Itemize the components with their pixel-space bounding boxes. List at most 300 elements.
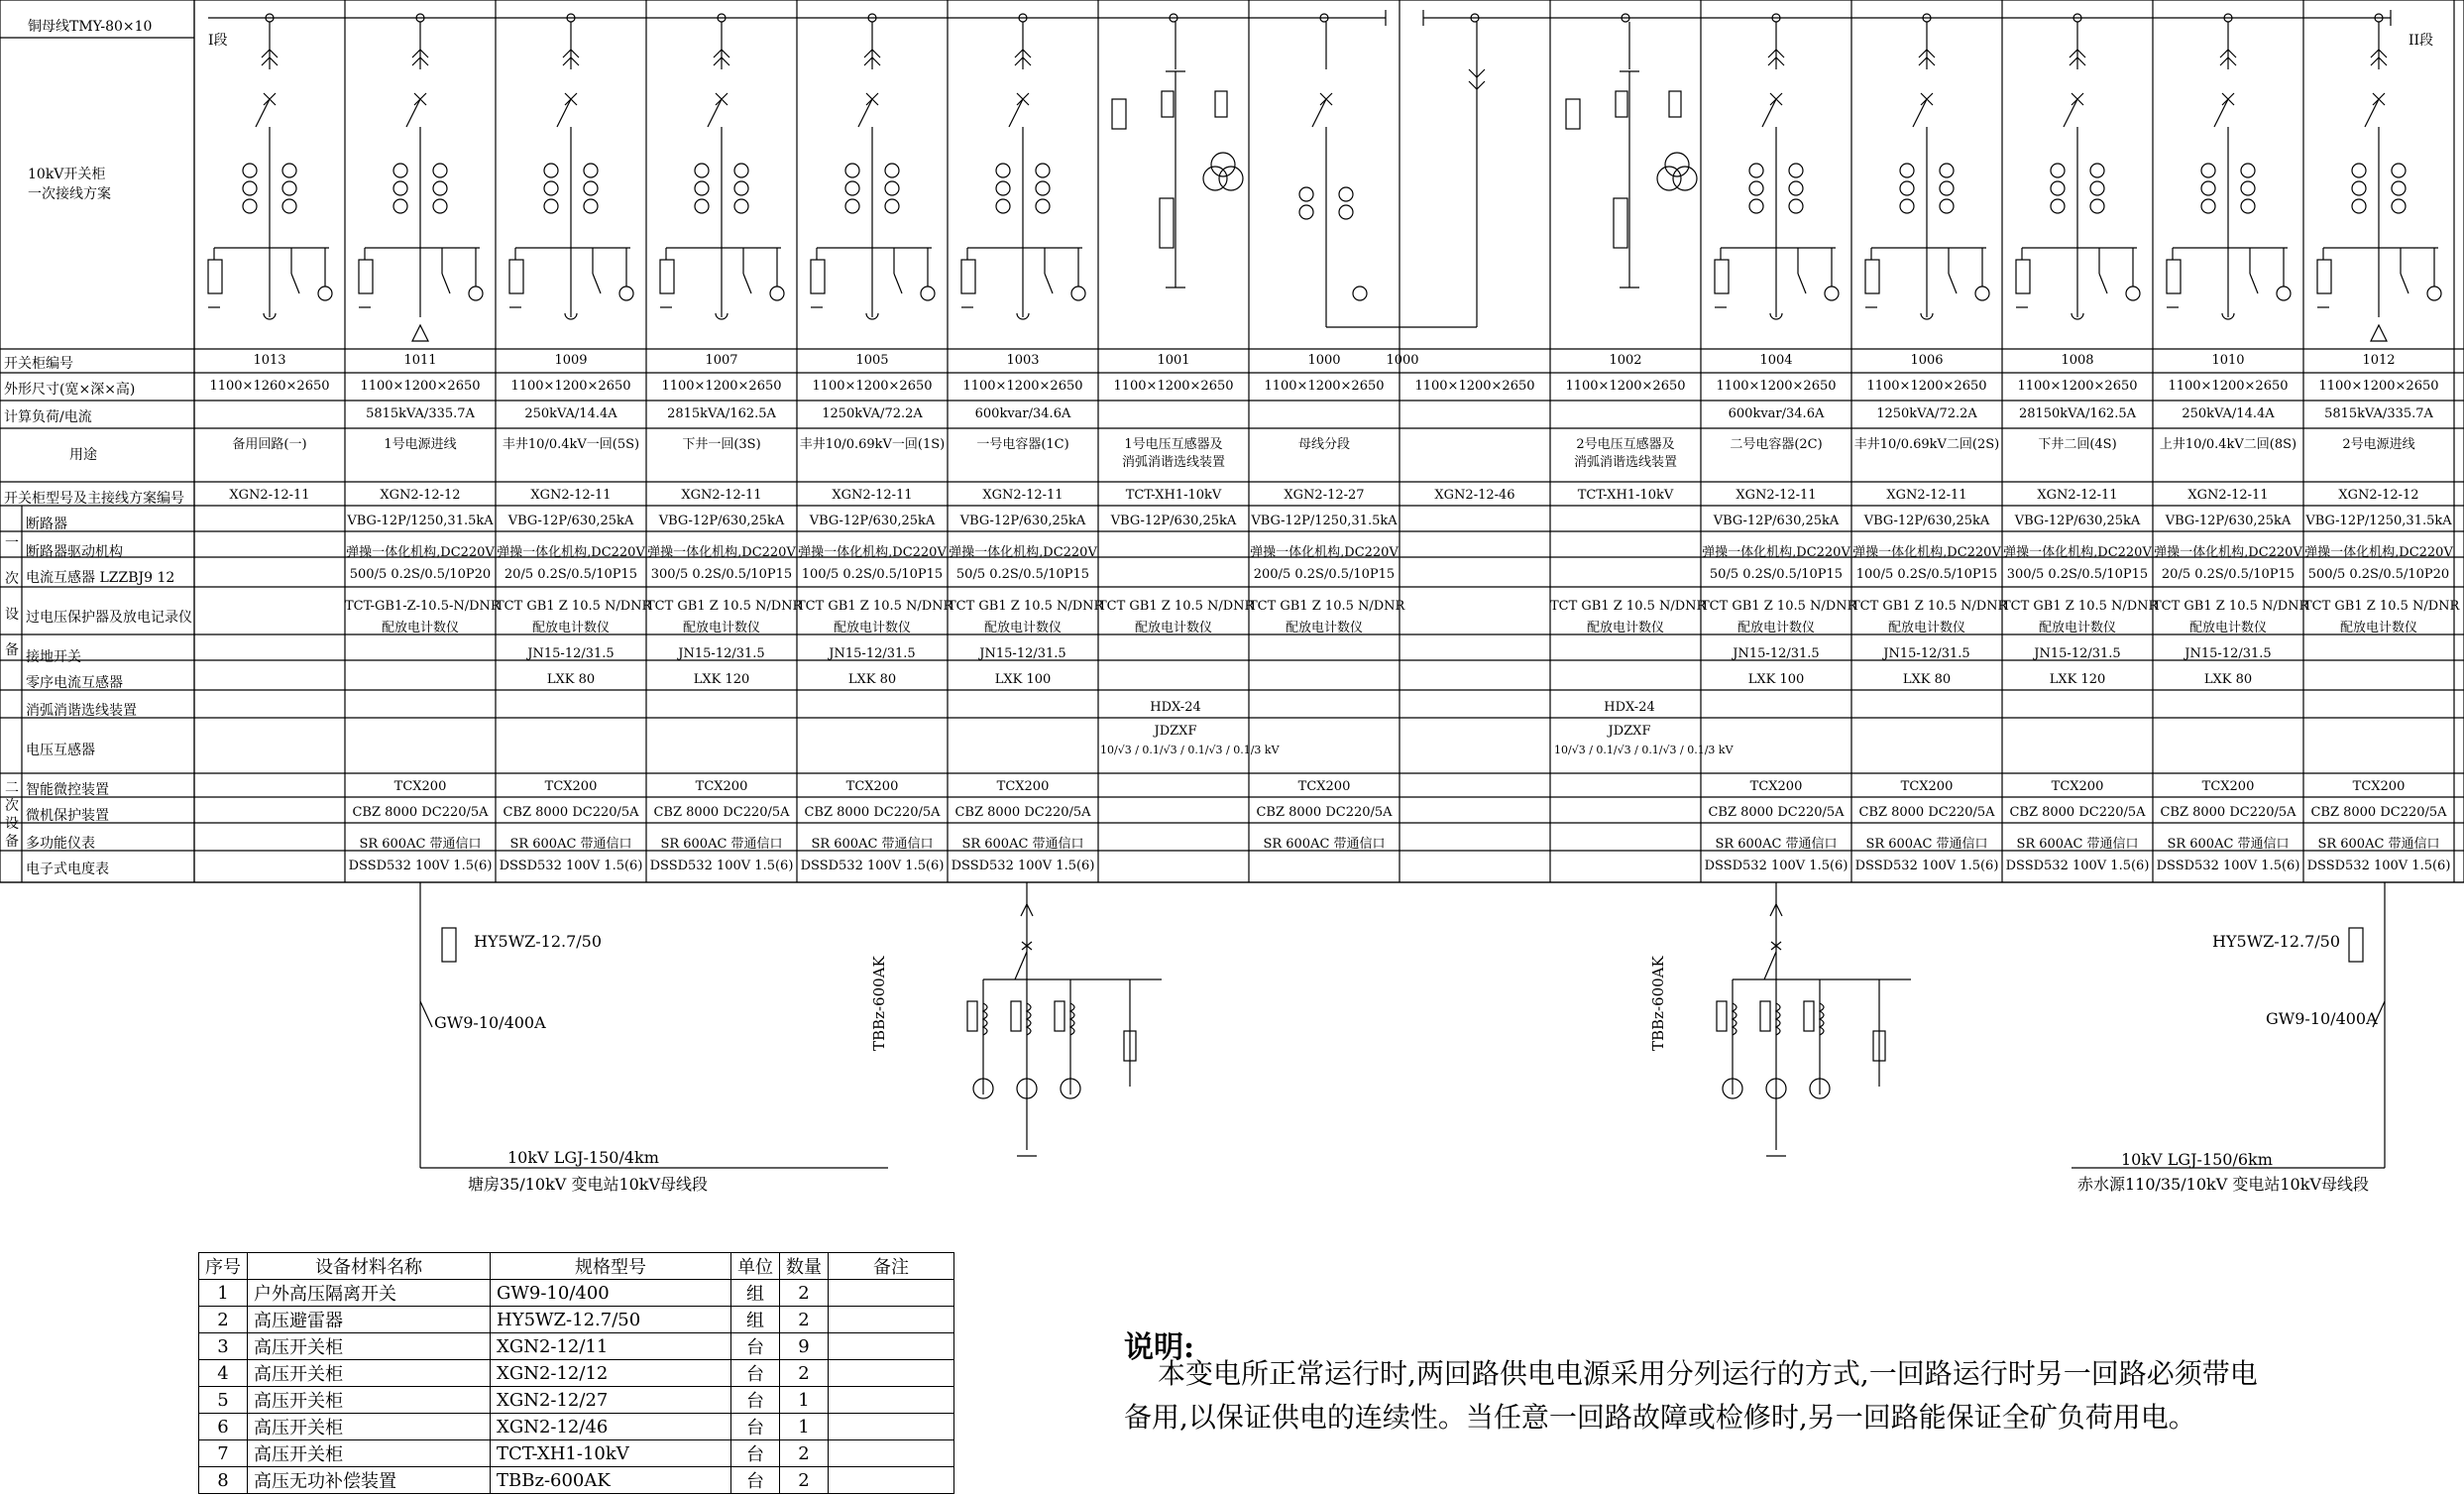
materials-cell: 高压避雷器: [248, 1307, 491, 1333]
vt-winding-icon: [1211, 153, 1235, 176]
cabinet-zero_ct: LXK 100: [994, 672, 1052, 687]
fuse-icon: [1215, 91, 1227, 117]
row-label-vt: 电压互感器: [26, 743, 95, 758]
cabinet-no: 1005: [855, 353, 889, 368]
cabinet-model: XGN2-12-11: [982, 488, 1064, 503]
materials-row: [199, 1440, 954, 1467]
materials-cell: 2: [780, 1280, 829, 1307]
cabinet-ct: 500/5 0.2S/0.5/10P20: [349, 567, 492, 582]
cabinet-zero_ct: LXK 80: [546, 672, 596, 687]
cabinet-earthing: JN15-12/31.5: [1733, 646, 1820, 661]
ct-icon: [1900, 181, 1914, 195]
cabinet-ct: 100/5 0.2S/0.5/10P15: [1855, 567, 1998, 582]
materials-cell: [829, 1467, 954, 1494]
cabinet-no: 1003: [1006, 353, 1040, 368]
cabinet-protector1: TCT GB1 Z 10.5 N/DNR: [797, 599, 953, 614]
cabinet-model: XGN2-12-11: [832, 488, 913, 503]
cabinet-protector2: 配放电计数仪: [1736, 621, 1815, 635]
cabinet-ct: 20/5 0.2S/0.5/10P15: [2161, 567, 2296, 582]
materials-cell: 组: [731, 1280, 780, 1307]
materials-cell: XGN2-12/12: [491, 1360, 731, 1387]
arrester-icon: [2317, 260, 2331, 293]
cabinet-load: 1250kVA/72.2A: [822, 406, 923, 421]
materials-cell: [829, 1387, 954, 1414]
cabinet-zero_ct: LXK 80: [2203, 672, 2253, 687]
arrester-icon: [509, 260, 523, 293]
cabinet-breaker: VBG-12P/1250,31.5kA: [1251, 514, 1398, 528]
earth-switch-icon: [894, 274, 902, 293]
arrester-icon-right: [2349, 928, 2363, 962]
materials-header-note: 备注: [829, 1253, 954, 1280]
row-label-meter: 多功能仪表: [26, 836, 95, 852]
materials-cell: [829, 1280, 954, 1307]
cabinet-relay: CBZ 8000 DC220/5A: [954, 805, 1091, 820]
ct-icon: [1900, 199, 1914, 213]
cabinet-relay: CBZ 8000 DC220/5A: [1858, 805, 1995, 820]
materials-cell: XGN2-12/11: [491, 1333, 731, 1360]
ct-icon: [584, 199, 598, 213]
cabinet-relay: CBZ 8000 DC220/5A: [2160, 805, 2296, 820]
ct-icon: [243, 164, 257, 177]
ct-icon: [2051, 164, 2065, 177]
arrester-label-right: HY5WZ-12.7/50: [2212, 932, 2341, 951]
materials-cell: 台: [731, 1387, 780, 1414]
cabinet-protector2: 配放电计数仪: [2038, 621, 2116, 635]
cabinet-model: XGN2-12-46: [1434, 488, 1515, 503]
cabinet-load: 600kvar/34.6A: [1728, 406, 1825, 421]
cabinet-no: 1013: [253, 353, 286, 368]
cabinet-no: 1009: [554, 353, 588, 368]
cabinet-size: 1100×1200×2650: [1866, 379, 1987, 394]
cabinet-zero_ct: LXK 120: [693, 672, 750, 687]
cabinet-protector2: 配放电计数仪: [1887, 621, 1965, 635]
materials-cell: 高压开关柜: [248, 1414, 491, 1440]
capacitor-icon: [967, 1001, 977, 1031]
cabinet-protector1: TCT GB1 Z 10.5 N/DNR: [1249, 599, 1405, 614]
row-label-ct: 电流互感器 LZZBJ9 12: [26, 570, 175, 586]
cabinet-protector1: TCT GB1 Z 10.5 N/DNR: [1701, 599, 1857, 614]
cabinet-purpose: 2号电源进线: [2342, 437, 2415, 452]
cabinet-purpose: 备用回路(一): [232, 437, 307, 452]
switch-blade: [1015, 952, 1027, 979]
cabinet-meter: SR 600AC 带通信口: [1263, 837, 1386, 852]
earth-switch-icon: [1798, 274, 1806, 293]
ct-icon: [1749, 164, 1763, 177]
cabinet-model: TCT-XH1-10kV: [1577, 488, 1674, 503]
cabinet-load: 600kvar/34.6A: [974, 406, 1071, 421]
materials-cell: XGN2-12/46: [491, 1414, 731, 1440]
source-label-left: 塘房35/10kV 变电站10kV母线段: [468, 1175, 709, 1194]
materials-cell: 高压开关柜: [248, 1387, 491, 1414]
cabinet-meter: SR 600AC 带通信口: [2016, 837, 2139, 852]
cabinet-zero_ct: LXK 80: [847, 672, 897, 687]
materials-cell: 组: [731, 1307, 780, 1333]
vt-winding-icon: [1203, 167, 1227, 190]
notes-line-2: 备用,以保证供电的连续性。当任意一回路故障或检修时,另一回路能保证全矿负荷用电。: [1124, 1401, 2196, 1434]
arrester-icon: [1112, 99, 1126, 129]
cabinet-model: XGN2-12-12: [2338, 488, 2419, 503]
cabinet-smart: TCX200: [695, 779, 748, 794]
resistor-icon: [1160, 198, 1174, 248]
ct-icon: [544, 181, 558, 195]
cabinet-energy: DSSD532 100V 1.5(6): [2156, 859, 2300, 873]
cabinet-no: 1010: [2211, 353, 2245, 368]
cabinet-mechanism: 弹操一体化机构,DC220V: [346, 545, 495, 560]
cabinet-protector2: 配放电计数仪: [531, 621, 610, 635]
cabinet-protector2: 配放电计数仪: [833, 621, 911, 635]
ct-icon: [885, 164, 899, 177]
row-label-zero-ct: 零序电流互感器: [26, 675, 123, 691]
breaker-blade: [2064, 99, 2077, 127]
arrester-icon: [660, 260, 674, 293]
cabinet-meter: SR 600AC 带通信口: [2167, 837, 2290, 852]
cabinet-relay: CBZ 8000 DC220/5A: [804, 805, 941, 820]
materials-cell: [829, 1307, 954, 1333]
ct-icon: [1900, 164, 1914, 177]
cabinet-ct: 500/5 0.2S/0.5/10P20: [2307, 567, 2450, 582]
vt-model-1001: JDZXF: [1154, 724, 1197, 739]
ct-icon: [1940, 181, 1954, 195]
cabinet-breaker: VBG-12P/630,25kA: [809, 514, 936, 528]
ct-icon: [1036, 181, 1050, 195]
materials-cell: 4: [199, 1360, 248, 1387]
materials-cell: 1: [780, 1387, 829, 1414]
row-label-mechanism: 断路器驱动机构: [26, 544, 123, 560]
busbar-label: 铜母线TMY-80×10: [28, 19, 153, 35]
cabinet-size: 1100×1200×2650: [1264, 379, 1385, 394]
cabinet-smart: TCX200: [996, 779, 1050, 794]
ct-icon: [695, 199, 709, 213]
materials-cell: 台: [731, 1467, 780, 1494]
ct-icon: [734, 181, 748, 195]
cabinet-breaker: VBG-12P/630,25kA: [1713, 514, 1840, 528]
isolator-label-left: GW9-10/400A: [434, 1013, 546, 1032]
indicator-lamp-icon: [469, 287, 483, 300]
cabinet-load: 5815kVA/335.7A: [366, 406, 475, 421]
cabinet-size: 1100×1200×2650: [1113, 379, 1234, 394]
ct-icon: [845, 181, 859, 195]
cabinet-protector1: TCT GB1 Z 10.5 N/DNR: [948, 599, 1104, 614]
cabinet-energy: DSSD532 100V 1.5(6): [348, 859, 493, 873]
breaker-blade: [858, 99, 872, 127]
arrester-icon: [1566, 99, 1580, 129]
earth-switch-icon: [2099, 274, 2107, 293]
vt-winding-icon: [1673, 167, 1697, 190]
cabinet-purpose: 上井10/0.4kV二回(8S): [2159, 437, 2297, 452]
group-secondary-label: 二次设备: [5, 780, 19, 850]
ct-icon: [695, 181, 709, 195]
ct-icon: [2392, 199, 2406, 213]
cabinet-meter: SR 600AC 带通信口: [359, 837, 482, 852]
ct-icon: [695, 164, 709, 177]
materials-cell: TCT-XH1-10kV: [491, 1440, 731, 1467]
cabinet-meter: SR 600AC 带通信口: [1715, 837, 1838, 852]
ct-icon: [243, 181, 257, 195]
ct-icon: [2090, 199, 2104, 213]
earth-switch-icon: [593, 274, 601, 293]
indicator-lamp-icon: [1071, 287, 1085, 300]
cabinet-model: XGN2-12-11: [2037, 488, 2118, 503]
arrester-icon: [1865, 260, 1879, 293]
materials-cell: 2: [780, 1440, 829, 1467]
line-label-left: 10kV LGJ-150/4km: [507, 1148, 659, 1167]
ct-icon: [2392, 181, 2406, 195]
cabinet-protector1: TCT GB1 Z 10.5 N/DNR: [2002, 599, 2159, 614]
row-label-model: 开关柜型号及主接线方案编号: [4, 491, 184, 507]
cabinet-purpose: 1号电源进线: [384, 437, 457, 452]
ct-icon: [393, 164, 407, 177]
isolator-label-right: GW9-10/400A: [2266, 1009, 2378, 1028]
cabinet-earthing: JN15-12/31.5: [2184, 646, 2272, 661]
materials-cell: TBBz-600AK: [491, 1467, 731, 1494]
row-label-breaker: 断路器: [26, 517, 67, 532]
cabinet-ct: 50/5 0.2S/0.5/10P15: [955, 567, 1090, 582]
earth-switch-icon: [291, 274, 299, 293]
ct-icon: [2241, 164, 2255, 177]
cabinet-purpose: 丰井10/0.69kV一回(1S): [799, 437, 946, 452]
cabinet-mechanism: 弹操一体化机构,DC220V: [798, 545, 947, 560]
indicator-lamp-icon: [921, 287, 935, 300]
ct-icon: [2201, 181, 2215, 195]
cabinet-energy: DSSD532 100V 1.5(6): [800, 859, 945, 873]
ct-icon: [2241, 181, 2255, 195]
materials-cell: 台: [731, 1414, 780, 1440]
ct-icon: [544, 199, 558, 213]
cabinet-model: TCT-XH1-10kV: [1125, 488, 1222, 503]
indicator-lamp-icon: [619, 287, 633, 300]
cabinet-protector1: TCT-GB1-Z-10.5-N/DNR: [345, 599, 501, 614]
ct-icon: [2051, 199, 2065, 213]
materials-row: [199, 1333, 954, 1360]
cabinet-load: 5815kVA/335.7A: [2324, 406, 2433, 421]
materials-cell: 高压开关柜: [248, 1333, 491, 1360]
indicator-lamp-icon: [2427, 287, 2441, 300]
cabinet-meter: SR 600AC 带通信口: [1865, 837, 1988, 852]
materials-cell: 2: [199, 1307, 248, 1333]
cabinet-load: 1250kVA/72.2A: [1876, 406, 1977, 421]
line-label-right: 10kV LGJ-150/6km: [2121, 1150, 2273, 1169]
row-label-cabinet-no: 开关柜编号: [4, 356, 73, 372]
ct-icon: [2392, 164, 2406, 177]
row-label-arc: 消弧消谐选线装置: [26, 703, 137, 719]
cabinet-purpose: 丰井10/0.4kV一回(5S): [502, 437, 640, 452]
cabinet-earthing: JN15-12/31.5: [979, 646, 1066, 661]
cabinet-model: XGN2-12-11: [1736, 488, 1817, 503]
cabinet-breaker: VBG-12P/630,25kA: [959, 514, 1086, 528]
vt-ratio-1002: 10/√3 / 0.1/√3 / 0.1/√3 / 0.1/3 kV: [1554, 744, 1734, 756]
materials-cell: 1: [780, 1414, 829, 1440]
cabinet-load: 250kVA/14.4A: [2182, 406, 2275, 421]
cabinet-earthing: JN15-12/31.5: [2034, 646, 2121, 661]
cabinet-smart: TCX200: [1749, 779, 1803, 794]
materials-cell: 7: [199, 1440, 248, 1467]
materials-cell: 8: [199, 1467, 248, 1494]
ct-icon: [845, 199, 859, 213]
earth-switch-icon: [1949, 274, 1957, 293]
cabinet-protector1: TCT GB1 Z 10.5 N/DNR: [2303, 599, 2460, 614]
cabinet-load: 28150kVA/162.5A: [2018, 406, 2137, 421]
cabinet-relay: CBZ 8000 DC220/5A: [352, 805, 489, 820]
arc-device-1002: HDX-24: [1604, 700, 1655, 715]
cabinet-breaker: VBG-12P/1250,31.5kA: [347, 514, 494, 528]
arrester-label-left: HY5WZ-12.7/50: [474, 932, 603, 951]
ct-icon: [845, 164, 859, 177]
ct-icon: [996, 164, 1010, 177]
cabinet-protector2: 配放电计数仪: [381, 621, 459, 635]
ct-icon: [433, 181, 447, 195]
ct-icon: [2201, 164, 2215, 177]
earth-switch-icon: [1045, 274, 1053, 293]
arrester-icon: [208, 260, 222, 293]
cabinet-load: 2815kVA/162.5A: [667, 406, 776, 421]
cabinet-size: 1100×1200×2650: [1565, 379, 1686, 394]
vt-winding-icon: [1219, 167, 1243, 190]
materials-header-name: 设备材料名称: [248, 1253, 491, 1280]
materials-header-spec: 规格型号: [491, 1253, 731, 1280]
cabinet-meter: SR 600AC 带通信口: [2317, 837, 2440, 852]
cable-end-icon: [2371, 325, 2387, 341]
cabinet-protector2: 配放电计数仪: [983, 621, 1062, 635]
cap-bank-label-right: TBBz-600AK: [1649, 956, 1667, 1051]
materials-cell: 2: [780, 1360, 829, 1387]
cabinet-relay: CBZ 8000 DC220/5A: [2310, 805, 2447, 820]
ct-icon: [1749, 181, 1763, 195]
earth-switch-icon: [2401, 274, 2408, 293]
fuse-icon: [1616, 91, 1627, 117]
cabinet-protector1: TCT GB1 Z 10.5 N/DNR: [1550, 599, 1707, 614]
ct-icon: [282, 181, 296, 195]
ct-icon: [2090, 181, 2104, 195]
ct-icon: [1339, 205, 1353, 219]
cabinet-mechanism: 弹操一体化机构,DC220V: [647, 545, 796, 560]
cabinet-size: 1100×1260×2650: [209, 379, 330, 394]
cabinet-size: 1100×1200×2650: [2017, 379, 2138, 394]
notes-title: 说明:: [1124, 1330, 1195, 1365]
cabinet-energy: DSSD532 100V 1.5(6): [2005, 859, 2150, 873]
cabinet-no: 1006: [1910, 353, 1944, 368]
cabinet-protector2: 配放电计数仪: [2188, 621, 2267, 635]
row-label-energy: 电子式电度表: [26, 862, 109, 877]
cabinet-purpose: 母线分段: [1297, 437, 1350, 452]
cabinet-protector1: TCT GB1 Z 10.5 N/DNR: [496, 599, 652, 614]
capacitor-icon: [1760, 1001, 1770, 1031]
cabinet-ct: 300/5 0.2S/0.5/10P15: [2006, 567, 2149, 582]
cabinet-earthing: JN15-12/31.5: [678, 646, 765, 661]
breaker-blade: [1762, 99, 1776, 127]
ct-icon: [584, 181, 598, 195]
earth-switch-icon: [442, 274, 450, 293]
cabinet-mechanism: 弹操一体化机构,DC220V: [497, 545, 645, 560]
cabinet-mechanism: 弹操一体化机构,DC220V: [1702, 545, 1850, 560]
cabinet-no: 1007: [705, 353, 738, 368]
cabinet-model: XGN2-12-27: [1284, 488, 1365, 503]
cabinet-mechanism: 弹操一体化机构,DC220V: [2003, 545, 2152, 560]
materials-cell: 户外高压隔离开关: [248, 1280, 491, 1307]
cabinet-mechanism: 弹操一体化机构,DC220V: [949, 545, 1097, 560]
indicator-lamp-icon: [2126, 287, 2140, 300]
cabinet-breaker: VBG-12P/630,25kA: [658, 514, 785, 528]
materials-table: [198, 1252, 954, 1494]
ct-icon: [1940, 164, 1954, 177]
indicator-lamp-icon: [1825, 287, 1839, 300]
materials-cell: 3: [199, 1333, 248, 1360]
cabinet-purpose: 2号电压互感器及 消弧消谐选线装置: [1573, 437, 1677, 470]
cabinet-purpose: 1号电压互感器及 消弧消谐选线装置: [1121, 437, 1225, 470]
cabinet-ct: 20/5 0.2S/0.5/10P15: [504, 567, 638, 582]
materials-cell: 9: [780, 1333, 829, 1360]
indicator-lamp-icon: [1975, 287, 1989, 300]
cabinet-size: 1100×1200×2650: [1716, 379, 1837, 394]
indicator-lamp-icon: [318, 287, 332, 300]
ct-icon: [885, 199, 899, 213]
materials-cell: HY5WZ-12.7/50: [491, 1307, 731, 1333]
cabinet-size: 1100×1200×2650: [962, 379, 1083, 394]
ct-icon: [393, 181, 407, 195]
cabinet-protector2: 配放电计数仪: [682, 621, 760, 635]
ct-icon: [1299, 205, 1313, 219]
ct-icon: [393, 199, 407, 213]
cabinet-no: 1004: [1759, 353, 1793, 368]
cabinet-zero_ct: LXK 100: [1747, 672, 1805, 687]
cabinet-purpose: 一号电容器(1C): [976, 437, 1069, 452]
cabinet-model: XGN2-12-11: [1886, 488, 1967, 503]
arrester-icon: [2167, 260, 2181, 293]
materials-row: [199, 1360, 954, 1387]
ct-icon: [2051, 181, 2065, 195]
materials-cell: GW9-10/400: [491, 1280, 731, 1307]
cabinet-breaker: VBG-12P/630,25kA: [507, 514, 634, 528]
ct-icon: [282, 164, 296, 177]
ct-icon: [734, 164, 748, 177]
materials-cell: 1: [199, 1280, 248, 1307]
materials-cell: 2: [780, 1307, 829, 1333]
ct-icon: [1940, 199, 1954, 213]
cabinet-energy: DSSD532 100V 1.5(6): [2306, 859, 2451, 873]
vt-model-1002: JDZXF: [1608, 724, 1651, 739]
cabinet-protector1: TCT GB1 Z 10.5 N/DNR: [1098, 599, 1255, 614]
row-label-size: 外形尺寸(宽×深×高): [4, 382, 136, 398]
materials-row: [199, 1467, 954, 1494]
capacitor-icon: [1717, 1001, 1727, 1031]
source-label-right: 赤水源110/35/10kV 变电站10kV母线段: [2077, 1175, 2369, 1194]
materials-cell: 台: [731, 1360, 780, 1387]
cabinet-zero_ct: LXK 120: [2049, 672, 2106, 687]
cabinet-no: 1012: [2362, 353, 2396, 368]
cabinet-relay: CBZ 8000 DC220/5A: [2009, 805, 2146, 820]
ct-icon: [2090, 164, 2104, 177]
breaker-blade: [1009, 99, 1023, 127]
cabinet-energy: DSSD532 100V 1.5(6): [649, 859, 794, 873]
capacitor-icon: [1804, 1001, 1814, 1031]
scheme-label: 10kV开关柜 一次接线方案: [28, 167, 111, 202]
cabinet-mechanism: 弹操一体化机构,DC220V: [1852, 545, 2001, 560]
cabinet-smart: TCX200: [2201, 779, 2255, 794]
materials-cell: 高压开关柜: [248, 1440, 491, 1467]
notes-line-1: 本变电所正常运行时,两回路供电电源采用分列运行的方式,一回路运行时另一回路必须带电: [1158, 1357, 2258, 1390]
group-primary-label: 一次设备: [5, 535, 19, 658]
ct-icon: [544, 164, 558, 177]
ct-icon: [885, 181, 899, 195]
isolator-icon-left: [420, 1001, 432, 1027]
breaker-blade: [406, 99, 420, 127]
breaker-blade: [256, 99, 270, 127]
ct-icon: [2352, 164, 2366, 177]
cabinet-protector2: 配放电计数仪: [1586, 621, 1664, 635]
cabinet-no: 1011: [403, 353, 437, 368]
arrester-icon: [961, 260, 975, 293]
cabinet-size: 1100×1200×2650: [360, 379, 481, 394]
cabinet-smart: TCX200: [2051, 779, 2104, 794]
